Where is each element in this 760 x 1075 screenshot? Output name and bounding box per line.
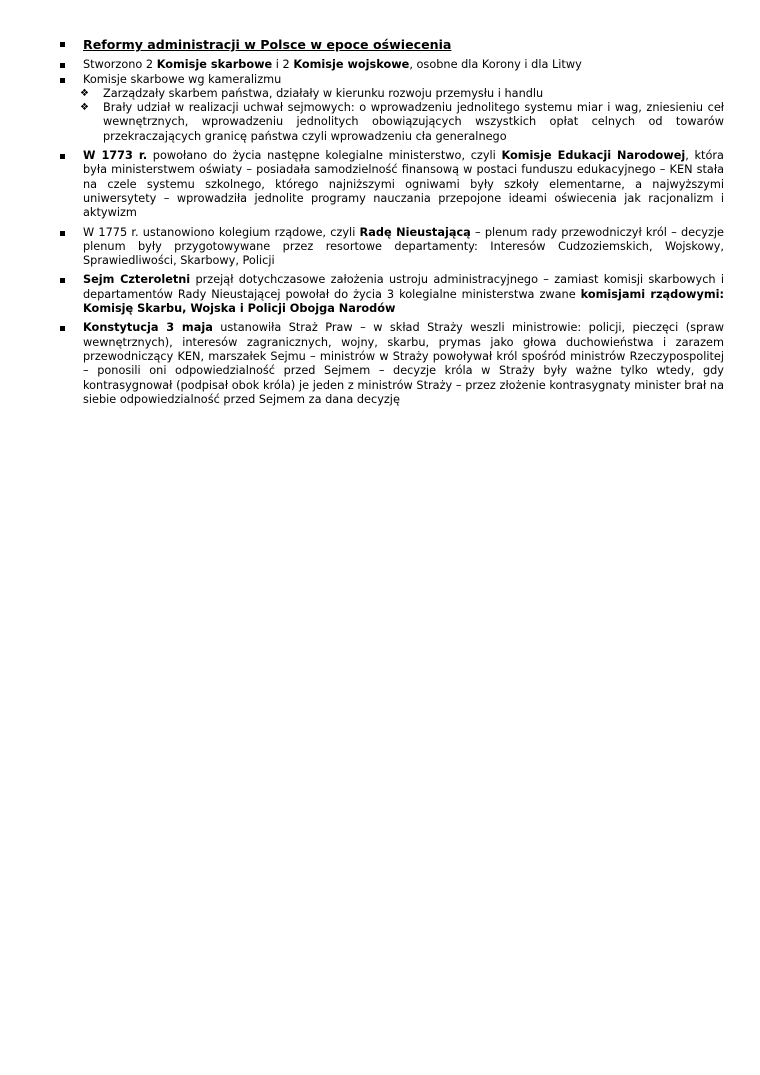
text-segment: ustanowiła Straż Praw – w skład Straży weszli ministrowie: policji, pieczęci (spraw wewnętrznych), interesów zagranicznych, wojny, skarbu, prymas jako głowa duchowieństwa i zarazem przewodniczący KEN, marszałek Sejmu – ministrów w Straży powoływał król spośród ministrów Rzeczypospolitej – ponosili oni odpowiedzialność przed Sejmem – decyzje króla w Straży były ważne tylko wtedy, gdy kontrasygnował (podpisał obok króla) je jeden z ministrów Straży – przez złożenie kontrasygnaty minister brał na siebie odpowiedzialność przed Sejmem za dana decyzję <box>83 321 724 406</box>
text-segment: przejął dotychczasowe założenia ustroju administracyjnego – zamiast komisji skarbowych i departamentów Rady Nieustającej powołał do życia 3 kolegialne ministerstwa zwane <box>83 273 724 301</box>
square-bullet-icon <box>60 154 65 159</box>
list-item-rada-nieustajaca <box>58 226 724 269</box>
text-segment: i 2 <box>272 58 294 72</box>
bold-segment: komisjami rządowymi: Komisję Skarbu, Wojska i Policji Obojga Narodów <box>83 287 724 316</box>
bold-segment: Sejm Czteroletni <box>83 273 191 287</box>
text-segment: Brały udział w realizacji uchwał sejmowych: o wprowadzeniu jednolitego systemu miar i wag, zniesieniu ceł wewnętrznych, wprowadzeniu jednolitych obowiązujących wszystkich opłat celnych od towarów przekraczających granicę państwa czyli wprowadzeniu cła generalnego <box>103 101 724 143</box>
square-bullet-icon <box>60 326 65 331</box>
bullet-list <box>58 37 724 407</box>
list-item-cameralism <box>58 73 724 144</box>
square-bullet-icon <box>60 278 65 283</box>
list-item-title <box>58 37 724 53</box>
list-item-konstytucja <box>58 321 724 407</box>
text-segment: , osobne dla Korony i dla Litwy <box>409 58 582 72</box>
text-segment: – plenum rady przewodniczył król – decyzje plenum były przygotowywane przez resortowe departamenty: Interesów Cudzoziemskich, Wojskowy, Sprawiedliwości, Skarbowy, Policji <box>83 225 724 268</box>
list-item-ken <box>58 149 724 220</box>
bold-segment: Radę Nieustającą <box>359 225 471 239</box>
bold-segment: Komisje skarbowe <box>156 58 273 72</box>
text-segment: Zarządzały skarbem państwa, działały w kierunku rozwoju przemysłu i handlu <box>103 86 544 100</box>
document-title: Reformy administracji w Polsce w epoce oświecenia <box>83 37 452 52</box>
diamond-bullet-icon: ❖ <box>80 87 89 99</box>
text-segment: powołano do życia następne kolegialne ministerstwo, czyli <box>147 149 502 163</box>
list-item-commissions <box>58 58 724 72</box>
square-bullet-icon <box>60 42 65 47</box>
sub-list <box>58 87 724 144</box>
square-bullet-icon <box>60 231 65 236</box>
text-segment: W 1775 r. ustanowiono kolegium rządowe, czyli <box>83 225 360 239</box>
text-segment: Stworzono 2 <box>83 58 157 72</box>
square-bullet-icon <box>60 78 65 83</box>
text-segment: , która była ministerstwem oświaty – posiadała samodzielność finansową w postaci funduszu edukacyjnego – KEN stała na czele systemu szkolnego, którego najniższymi ogniwami były szkoły elementarne, a najwyższymi uniwersytety – wprowadziła jednolite programy nauczania przepojone ideami oświecenia jak racjonalizm i aktywizm <box>83 149 724 220</box>
sub-list-item <box>58 87 724 101</box>
bold-segment: Komisje wojskowe <box>293 58 410 72</box>
bold-segment: Komisje Edukacji Narodowej <box>501 149 686 163</box>
text-segment: Komisje skarbowe wg kameralizmu <box>83 72 282 86</box>
sub-list-item <box>58 101 724 144</box>
bold-segment: W 1773 r. <box>83 149 148 163</box>
list-item-sejm-czteroletni <box>58 273 724 316</box>
document-content <box>58 37 724 407</box>
bold-segment: Konstytucja 3 maja <box>83 321 213 335</box>
square-bullet-icon <box>60 63 65 68</box>
diamond-bullet-icon: ❖ <box>80 102 89 114</box>
